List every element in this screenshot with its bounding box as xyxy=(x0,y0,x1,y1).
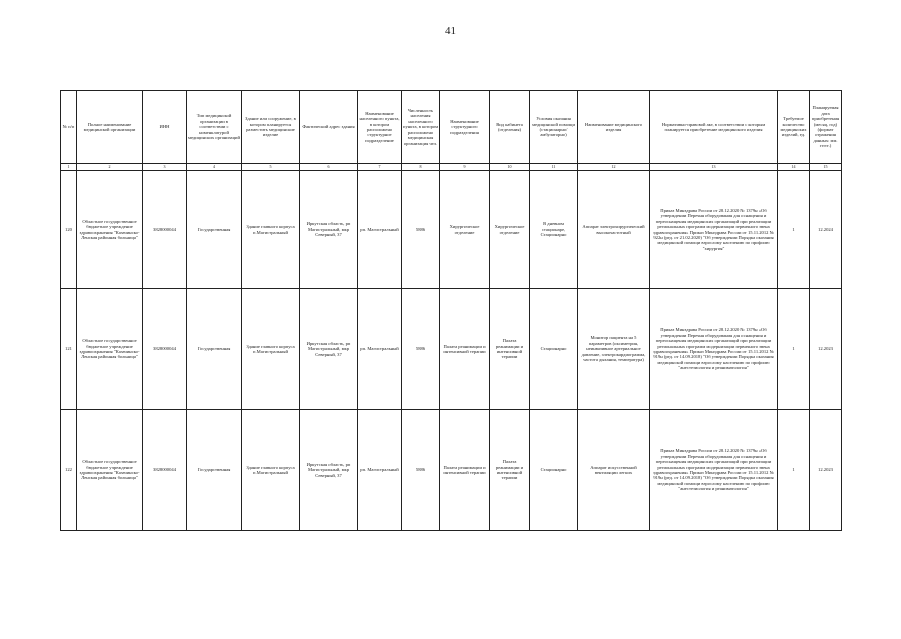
table-row xyxy=(61,410,842,531)
header-cell: Численность населения населенного пункта, в котором расположено медицинская организация чел. xyxy=(402,91,440,164)
header-cell: Наименование медицинского изделия xyxy=(578,91,650,164)
header-cell: Нормативно-правовой акт, в соответствии с которым планируется приобретение медицинского изделия xyxy=(650,91,778,164)
population: 5886 xyxy=(402,410,440,531)
inn: 3828000044 xyxy=(143,410,187,531)
column-number: 5 xyxy=(242,164,300,171)
header-cell: Планируемая дата приобретения (месяц, год) (формат отражения данных: мм. ггггг.) xyxy=(810,91,842,164)
unit: Хирургическое отделение xyxy=(440,171,490,289)
column-number: 2 xyxy=(77,164,143,171)
header-cell: Вид кабинета (отделения) xyxy=(490,91,530,164)
header-row xyxy=(61,91,842,164)
header-cell: Здание или сооружение, в котором планируется разместить медицинские изделие xyxy=(242,91,300,164)
device: Аппарат электрохирургический высокочастотный xyxy=(578,171,650,289)
column-number: 10 xyxy=(490,164,530,171)
header-cell: Тип медицинской организации в соответствии с номенклатурой медицинских организаций xyxy=(187,91,242,164)
address: Иркутская область, рп Магистральный, мкр Северный, 37 xyxy=(300,171,358,289)
column-number: 1 xyxy=(61,164,77,171)
unit: Палата реанимации и интенсивной терапии xyxy=(440,289,490,410)
header-cell: № п/п xyxy=(61,91,77,164)
header-cell: Фактический адрес здания xyxy=(300,91,358,164)
inn: 3828000044 xyxy=(143,171,187,289)
legal-act: Приказ Минздрава России от 28.12.2020 № 1379н «Об утверждении Перечня оборудования для оснащения и переоснащения медицинских организаций при реализации региональных программ модернизации первичного звена здравоохранения» Приказ Минздрава России от 15.11.2012 № 919н (ред. от 14.09.2018) "Об утверждении Порядка оказания медицинской помощи взрослому населению по профилю "анестезиология и реаниматология" xyxy=(650,289,778,410)
column-number: 9 xyxy=(440,164,490,171)
unit: Палата реанимации и интенсивной терапии xyxy=(440,410,490,531)
quantity: 1 xyxy=(778,410,810,531)
header-cell: Наименование структурного подразделения xyxy=(440,91,490,164)
row-number: 121 xyxy=(61,289,77,410)
column-number: 13 xyxy=(650,164,778,171)
inn: 3828000044 xyxy=(143,289,187,410)
legal-act: Приказ Минздрава России от 28.12.2020 № 1379н «Об утверждении Перечня оборудования для оснащения и переоснащения медицинских организаций при реализации региональных программ модернизации первичного звена здравоохранения» Приказ Минздрава России от 15.11.2012 № 919н (ред. от 14.09.2018) "Об утверждении Порядка оказания медицинской помощи взрослому населению по профилю "анестезиология и реаниматология" xyxy=(650,410,778,531)
locality: рп. Магистральный xyxy=(358,171,402,289)
column-number: 6 xyxy=(300,164,358,171)
cabinet: Палата реанимации и интенсивной терапии xyxy=(490,289,530,410)
column-number: 15 xyxy=(810,164,842,171)
column-number: 11 xyxy=(530,164,578,171)
cabinet: Палата реанимации и интенсивной терапии xyxy=(490,410,530,531)
quantity: 1 xyxy=(778,289,810,410)
column-number: 7 xyxy=(358,164,402,171)
building: Здание главного корпуса п.Магистральный xyxy=(242,171,300,289)
population: 5886 xyxy=(402,289,440,410)
device: Аппарат искусственной вентиляции легких xyxy=(578,410,650,531)
locality: рп. Магистральный xyxy=(358,289,402,410)
org-type: Государственная xyxy=(187,289,242,410)
planned-date: 12.2023 xyxy=(810,289,842,410)
conditions: Стационарно xyxy=(530,410,578,531)
address: Иркутская область, рп Магистральный, мкр Северный, 37 xyxy=(300,410,358,531)
conditions: В дневном стационаре, Стационарно xyxy=(530,171,578,289)
column-number: 14 xyxy=(778,164,810,171)
header-cell: Условия оказания медицинской помощи (стационарно/амбулаторно) xyxy=(530,91,578,164)
table-row xyxy=(61,171,842,289)
medical-equipment-table xyxy=(60,90,842,531)
conditions: Стационарно xyxy=(530,289,578,410)
row-number: 120 xyxy=(61,171,77,289)
column-number: 8 xyxy=(402,164,440,171)
locality: рп. Магистральный xyxy=(358,410,402,531)
header-cell: Требуемое количество медицинских изделий, ед. xyxy=(778,91,810,164)
device: Монитор пациента на 5 параметров (оксиметрия, неинвазивное артериальное давление, электрокардиограмма, частота дыхания, температура) xyxy=(578,289,650,410)
cabinet: Хирургическое отделение xyxy=(490,171,530,289)
planned-date: 12.2024 xyxy=(810,171,842,289)
header-cell: Наименование населенного пункта, в котором расположено структурное подразделение xyxy=(358,91,402,164)
table-row xyxy=(61,289,842,410)
org-name: Областное государственное бюджетное учреждение здравоохранения "Казачинско-Ленская районная больница" xyxy=(77,289,143,410)
building: Здание главного корпуса п.Магистральный xyxy=(242,289,300,410)
column-number-row xyxy=(61,164,842,171)
planned-date: 12.2023 xyxy=(810,410,842,531)
header-cell: Полное наименование медицинской организации xyxy=(77,91,143,164)
legal-act: Приказ Минздрава России от 28.12.2020 № 1379н «Об утверждении Перечня оборудования для оснащения и переоснащения медицинских организаций при реализации региональных программ модернизации первичного звена здравоохранения» Приказ Минздрава России от 15.11.2012 № 922н (ред. от 21.02.2020) "Об утверждении Порядка оказания медицинской помощи взрослому населению по профилю "хирургия" xyxy=(650,171,778,289)
population: 5886 xyxy=(402,171,440,289)
row-number: 122 xyxy=(61,410,77,531)
building: Здание главного корпуса п.Магистральный xyxy=(242,410,300,531)
header-cell: ИНН xyxy=(143,91,187,164)
column-number: 12 xyxy=(578,164,650,171)
org-type: Государственная xyxy=(187,171,242,289)
column-number: 4 xyxy=(187,164,242,171)
page-number: 41 xyxy=(445,25,456,37)
quantity: 1 xyxy=(778,171,810,289)
column-number: 3 xyxy=(143,164,187,171)
org-type: Государственная xyxy=(187,410,242,531)
address: Иркутская область, рп Магистральный, мкр Северный, 37 xyxy=(300,289,358,410)
org-name: Областное государственное бюджетное учреждение здравоохранения "Казачинско-Ленская районная больница" xyxy=(77,171,143,289)
org-name: Областное государственное бюджетное учреждение здравоохранения "Казачинско-Ленская районная больница" xyxy=(77,410,143,531)
